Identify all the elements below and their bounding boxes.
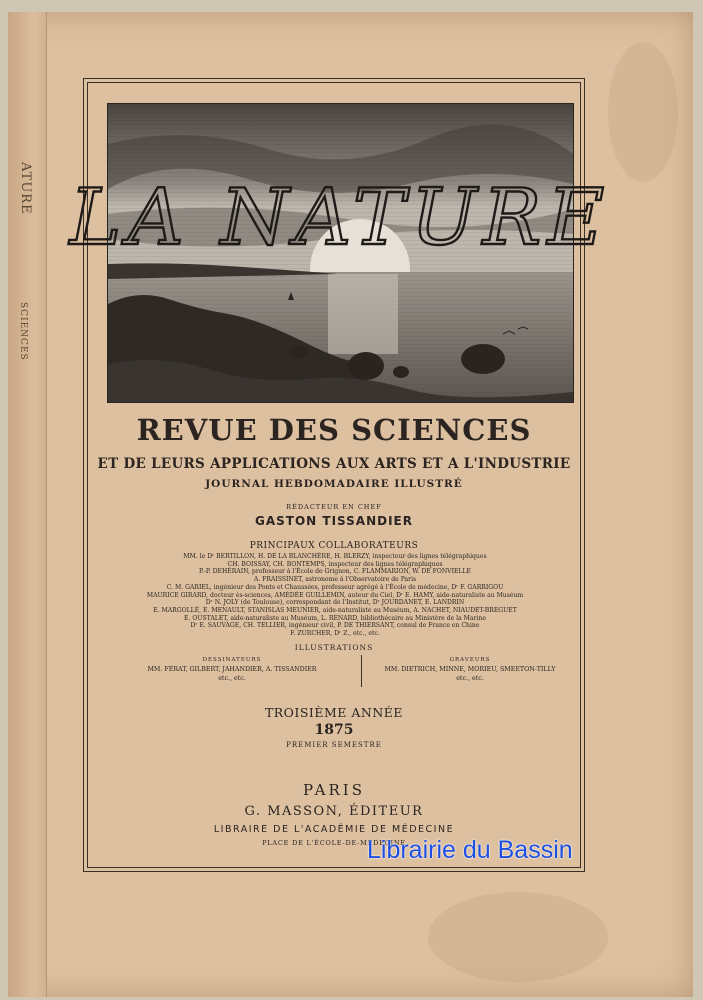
engravers-etc: etc., etc. (456, 675, 484, 682)
collaborator-line: MM. le Dʳ BERTILLON, H. DE LA BLANCHÈRE, H. BLERZY, inspecteur des lignes télégraphiques (183, 553, 487, 560)
collaborators-list (110, 553, 560, 638)
draughtsmen-label: DESSINATEURS (202, 657, 262, 663)
spine (8, 12, 47, 997)
cover-title: REVUE DES SCIENCES (136, 413, 532, 447)
journal-line: JOURNAL HEBDOMADAIRE ILLUSTRÉ (205, 478, 463, 490)
draughtsmen-names: MM. FÉRAT, GILBERT, JAHANDIER, A. TISSANDIER (147, 666, 317, 673)
collaborator-line: A. FRAISSINET, astronome à l'Observatoire de Paris (253, 576, 417, 584)
collaborator-line: Dʳ N. JOLY (de Toulouse), correspondant de l'Institut, Dʳ JOURDANET, E. LANDRIN (205, 599, 465, 607)
spine-title: ATURE (18, 162, 33, 215)
masthead-logo: LA NATURE (69, 173, 611, 263)
paper-stain (608, 42, 678, 182)
column-divider (361, 655, 362, 687)
imprint-city: PARIS (302, 781, 366, 799)
collaborator-line: CH. BOISSAY, CH. BONTEMPS, inspecteur des lignes télégraphiques (227, 560, 443, 568)
collaborator-line: E. OUSTALET, aide-naturaliste au Muséum, L. RENARD, bibliothécaire au Ministère de la Marine (184, 614, 486, 622)
collaborator-line: Dʳ E. SAUVAGE, CH. TELLIER, ingénieur civil, P. DE THIERSANT, consul de France en Chine (190, 622, 480, 630)
imprint-publisher: G. MASSON, ÉDITEUR (244, 804, 424, 819)
masthead-engraving (69, 103, 611, 403)
collaborator-line: P.-P. DEHÉRAIN, professeur à l'École de Grignon, C. FLAMMARION, W. DE FONVIELLE (199, 568, 471, 576)
cover-subtitle: ET DE LEURS APPLICATIONS AUX ARTS ET A L'INDUSTRIE (97, 456, 571, 472)
engravers-label: GRAVEURS (449, 657, 491, 663)
engravers-column (370, 656, 570, 683)
seascape-illustration (69, 104, 611, 402)
draughtsmen-etc: etc., etc. (218, 675, 246, 682)
draughtsmen-column (112, 656, 352, 683)
collaborator-line: MAURICE GIRARD, docteur ès-sciences, AMÉDÉE GUILLEMIN, auteur du Ciel, Dʳ E. HAMY, aide-naturaliste au Muséum (146, 591, 524, 599)
editor-name: GASTON TISSANDIER (255, 514, 413, 528)
imprint-address: PLACE DE L'ÉCOLE-DE-MÉDECINE (262, 839, 406, 847)
collaborator-line: F. ZURCHER, Dʳ Z., etc., etc. (290, 630, 380, 638)
collaborator-line: C. M. GARIEL, ingénieur des Ponts et Chaussées, professeur agrégé à l'École de médecine, Dʳ F. GARRIGOU (166, 583, 504, 591)
collaborator-line: E. MARGOLLÉ, E. MENAULT, STANISLAS MEUNIER, aide-naturaliste au Muséum, A. NACHET, NIAUDET-BREGUET (153, 606, 517, 614)
edition-year-label: TROISIÈME ANNÉE (264, 705, 404, 720)
edition-semester: PREMIER SEMESTRE (286, 741, 382, 749)
paper-stain (428, 892, 608, 982)
edition-year: 1875 (314, 722, 354, 738)
seller-watermark: Librairie du Bassin (367, 836, 573, 864)
engravers-names: MM. DIETRICH, MINNE, MORIEU, SMEETON-TILLY (384, 666, 556, 673)
editor-label: RÉDACTEUR EN CHEF (286, 503, 382, 511)
illustrations-heading: ILLUSTRATIONS (294, 643, 374, 652)
collaborators-heading: PRINCIPAUX COLLABORATEURS (249, 541, 419, 551)
spine-subtitle: SCIENCES (18, 302, 28, 361)
imprint-libraire: LIBRAIRE DE L'ACADÉMIE DE MÉDECINE (213, 824, 455, 835)
